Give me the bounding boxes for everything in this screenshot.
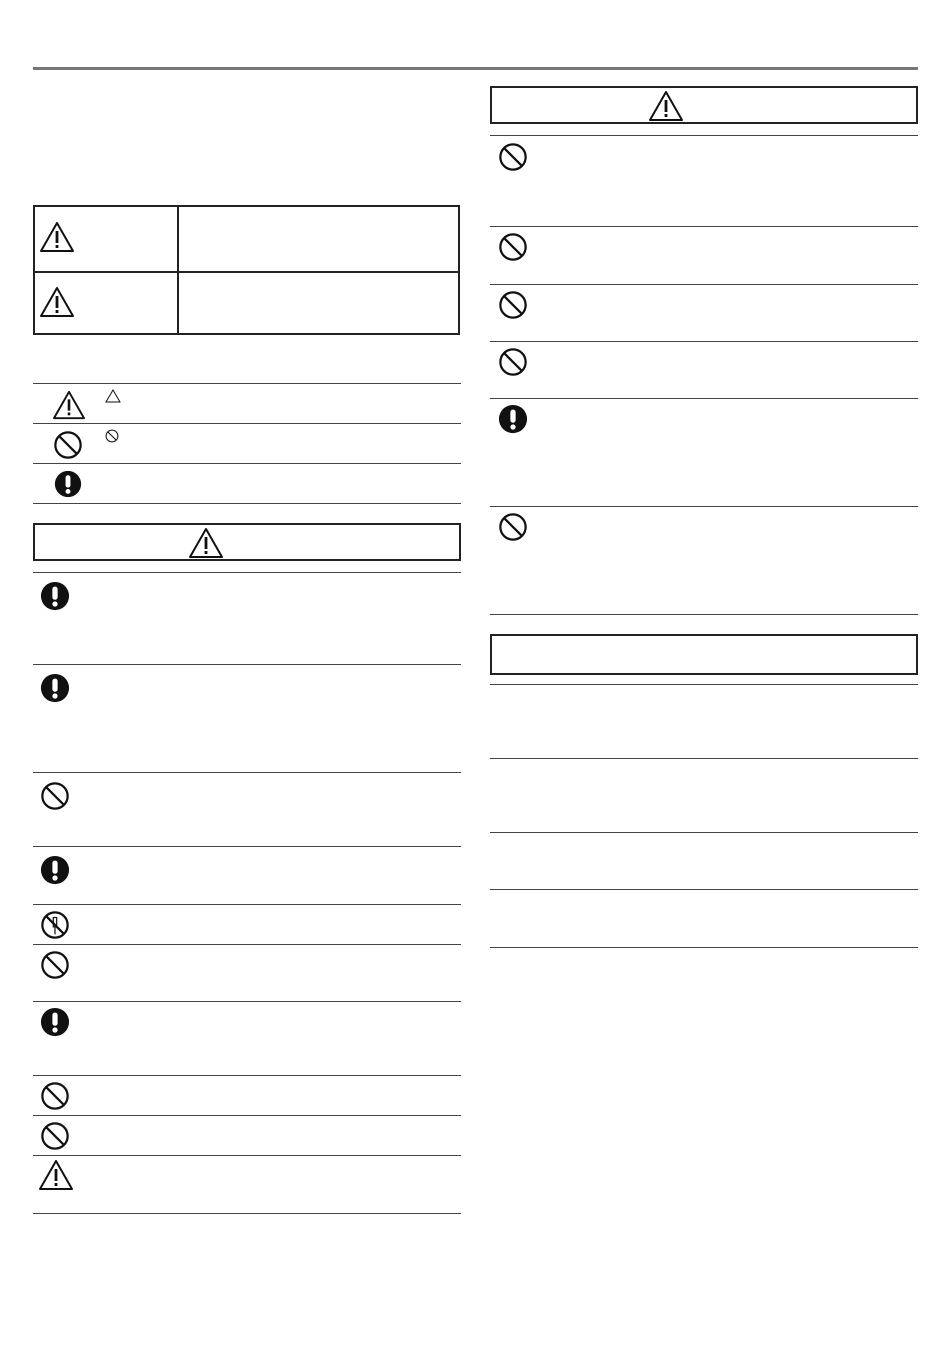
warning-item <box>490 135 918 226</box>
prohibited-icon <box>498 232 528 262</box>
warning-item <box>33 664 461 772</box>
warning-item <box>33 1155 461 1213</box>
prohibited-icon <box>40 1121 70 1151</box>
warning-triangle-icon <box>648 90 684 122</box>
prohibited-icon <box>40 1081 70 1111</box>
warning-section-header <box>33 523 461 561</box>
small-prohibited-icon <box>105 429 119 443</box>
warning-item <box>33 846 461 904</box>
warning-triangle-icon <box>39 221 75 253</box>
signal-word-legend-table <box>33 205 460 335</box>
right-section-end <box>490 614 918 615</box>
notes-row <box>490 758 918 833</box>
warning-item <box>490 341 918 398</box>
prohibited-icon <box>498 347 528 377</box>
left-section-end <box>33 1213 461 1214</box>
legend-row-2 <box>35 272 458 336</box>
warning-section-header <box>490 86 918 124</box>
prohibited-icon <box>53 430 83 460</box>
warning-item <box>33 1001 461 1075</box>
prohibited-icon <box>498 512 528 542</box>
mandatory-action-icon <box>40 855 70 885</box>
warning-item <box>33 944 461 1001</box>
symbol-row-mandatory <box>33 463 461 504</box>
right-column <box>490 86 918 956</box>
warning-item <box>490 226 918 284</box>
prohibited-icon <box>40 950 70 980</box>
legend-row-1 <box>35 207 458 273</box>
mandatory-action-icon <box>40 673 70 703</box>
symbol-row-prohibited <box>33 423 461 464</box>
warning-item <box>490 506 918 614</box>
warning-item <box>33 1115 461 1155</box>
symbol-rows-end <box>33 503 461 504</box>
warning-triangle-icon <box>52 390 86 420</box>
warning-triangle-icon <box>39 286 75 318</box>
prohibited-icon <box>498 290 528 320</box>
prohibited-icon <box>40 781 70 811</box>
warning-item <box>490 398 918 506</box>
warning-item <box>490 284 918 341</box>
mandatory-action-icon <box>40 581 70 611</box>
left-column <box>33 68 461 1228</box>
small-triangle-icon <box>105 389 121 403</box>
warning-item <box>33 772 461 846</box>
notes-row <box>490 684 918 759</box>
prohibited-icon <box>498 142 528 172</box>
notes-section-end <box>490 947 918 948</box>
warning-item <box>33 572 461 664</box>
mandatory-action-icon <box>54 470 82 498</box>
mandatory-action-icon <box>498 404 528 434</box>
warning-item <box>33 904 461 944</box>
mandatory-action-icon <box>40 1007 70 1037</box>
notes-row <box>490 889 918 948</box>
warning-triangle-icon <box>188 527 224 559</box>
no-disassembly-icon <box>40 910 70 940</box>
notes-row <box>490 832 918 890</box>
warning-item <box>33 1075 461 1115</box>
notes-section-header <box>490 634 918 675</box>
symbol-row-warning <box>33 383 461 424</box>
warning-triangle-icon <box>38 1159 74 1191</box>
